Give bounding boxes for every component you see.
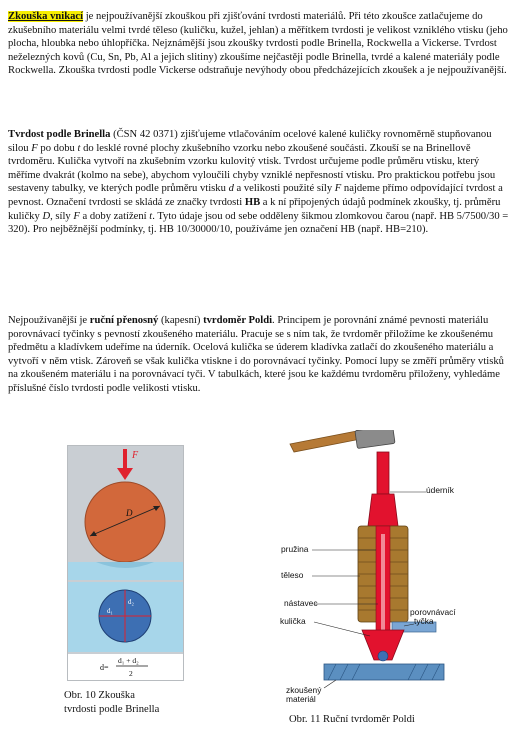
caption-line: tvrdosti podle Brinella (64, 703, 160, 715)
brinell-diagram (68, 446, 183, 680)
hammer-head (355, 430, 395, 449)
text-segment: a doby zatížení (79, 210, 150, 222)
label-pruzina: pružina (281, 544, 309, 554)
hammer-handle (290, 430, 366, 452)
formula-numerator: d₁ + d₂ (118, 656, 139, 665)
symbol-diameter-d: d (228, 183, 234, 195)
poldi-diagram (284, 430, 454, 710)
paragraph-brinell (8, 128, 510, 237)
figure-poldi-tester (280, 430, 456, 710)
symbol-diameter-D: D (42, 210, 51, 222)
text-segment: (ČSN 42 0371) zjišťujeme vtlačováním ocelové kalené kuličky rovnoměrně stupňovanou silou (8, 129, 492, 154)
symbol-force: F (31, 142, 38, 154)
caption-line: Obr. 10 Zkouška (64, 690, 135, 701)
term-zkouska-vnikaci: Zkouška vnikací (8, 11, 84, 22)
term-tvrdomer-poldi: tvrdoměr Poldi (203, 315, 273, 326)
paragraph-vnikaci-zkouska (8, 10, 510, 78)
label-nastavec: nástavec (284, 598, 318, 608)
text-segment: a k ní připojených údajů podmínek zkoušky, tj. průměru kuličky (8, 196, 501, 222)
symbol-time: t (149, 210, 153, 222)
text-segment: po dobu (37, 142, 78, 154)
text-segment: , síly (50, 210, 74, 222)
label-tycka: tyčka (414, 616, 434, 626)
d1-label: d₁ (107, 607, 113, 615)
text-segment: a velikosti použité síly (233, 183, 335, 195)
formula-lhs: d= (100, 663, 109, 672)
paragraph-poldi (8, 314, 510, 396)
symbol-force: F (334, 183, 342, 195)
symbol-time: t (77, 142, 81, 154)
term-rucni-prenosny: ruční přenosný (89, 315, 159, 326)
steel-ball (85, 482, 165, 562)
label-teleso: těleso (281, 570, 304, 580)
formula-denominator: 2 (129, 669, 133, 678)
text-segment: do lesklé rovné plochy zkušebního vzorku nebo zkoušené součásti. Zkouší se na Brinellově tvrdoměru. Kulička vytvoří na zkušebním vzorku kulovitý vtisk. Tvrdost určujeme podle průměru vtisku, který měříme dvakrát (kolmo na sebe), abychom vyloučili chyby vzniklé nepřesností vtisku. Pro praktickou potřebu jsou sestaveny tabulky, ve kterých podle průměru vtisku (8, 142, 496, 195)
diameter-label: D (126, 508, 133, 518)
text-segment: (kapesní) (158, 315, 204, 326)
label-kulicka: kulička (280, 616, 306, 626)
text-segment: . Principem je porovnání známé pevnosti materiálu porovnávací tyčinky s pevností zkoušeného materiálu. Pracuje se s ním tak, že tvrdoměr přiložíme ke zkoušenému předmětu a kladívkem udeříme na úderník. Ocelová kulička se úderem kladívka zatlačí do zkoušeného materiálu a vytvoří v něm vtisk. Zároveň se však kulička vtiskne i do porovnávací tyčinky. Pomocí lupy se změří průměry vtisků na zkoušeném materiálu i na porovnávací tyči. V tabulkách, které jsou ke každému tvrdoměru přiloženy, vyhledáme příslušné číslo tvrdosti podle velikosti vtisku. (8, 315, 504, 394)
d2-label: d₂ (128, 598, 134, 606)
spring-highlight (381, 534, 385, 644)
text-segment: Nejpoužívanější je (8, 315, 90, 326)
tester-body-top (368, 494, 398, 526)
symbol-force: F (73, 210, 80, 222)
label-material: materiál (286, 694, 316, 704)
figure-brinell-test (67, 445, 184, 681)
figure-10-caption (64, 689, 204, 716)
text-segment: najdeme přímo odpovídající tvrdost a pevnost. Označení tvrdosti se skládá ze značky tvrdosti (8, 183, 503, 208)
test-ball (378, 651, 388, 661)
paragraph-text: je nejpoužívanější zkouškou při zjišťování tvrdosti materiálů. Při této zkoušce zatlačujeme do zkušebního materiálu velmi tvrdé těleso (kuličku, kužel, jehlan) a měřítkem tvrdosti je velikost vzniklého vtisku (jeho plocha, hloubka nebo úhlopříčka. Nejznámější jsou zkoušky tvrdosti podle Brinella, Rockwella a Vickerse. Tvrdost neželezných kovů (Cu, Sn, Pb, Al a jejich slitiny) zkoušíme nejčastěji podle Brinella, tvrdé a kalené materiály podle Rockwella. Zkouška tvrdosti podle Vickerse odstraňuje nevýhody obou předcházejících zkoušek a je nejpoužívanější. (8, 11, 508, 77)
label-udernik: úderník (426, 485, 454, 495)
label-zkouseny: zkoušený (286, 685, 322, 695)
label-porovnavaci: porovnávací (410, 607, 456, 617)
symbol-hb: HB (244, 196, 261, 208)
text-segment: . Tyto údaje jsou od sebe odděleny šikmou zlomkovou čarou (např. HB 5/7500/30 = 320). Pro nejběžnější podmínky, tj. HB 10/30000/10, používáme jen označení HB (např. HB=210). (8, 210, 509, 236)
figure-11-caption: Obr. 11 Ruční tvrdoměr Poldi (289, 714, 415, 725)
force-arrow-head (117, 468, 133, 480)
force-label: F (132, 450, 139, 461)
term-tvrdost-brinell: Tvrdost podle Brinella (8, 129, 111, 140)
tested-material (324, 664, 444, 680)
striker (377, 452, 389, 494)
